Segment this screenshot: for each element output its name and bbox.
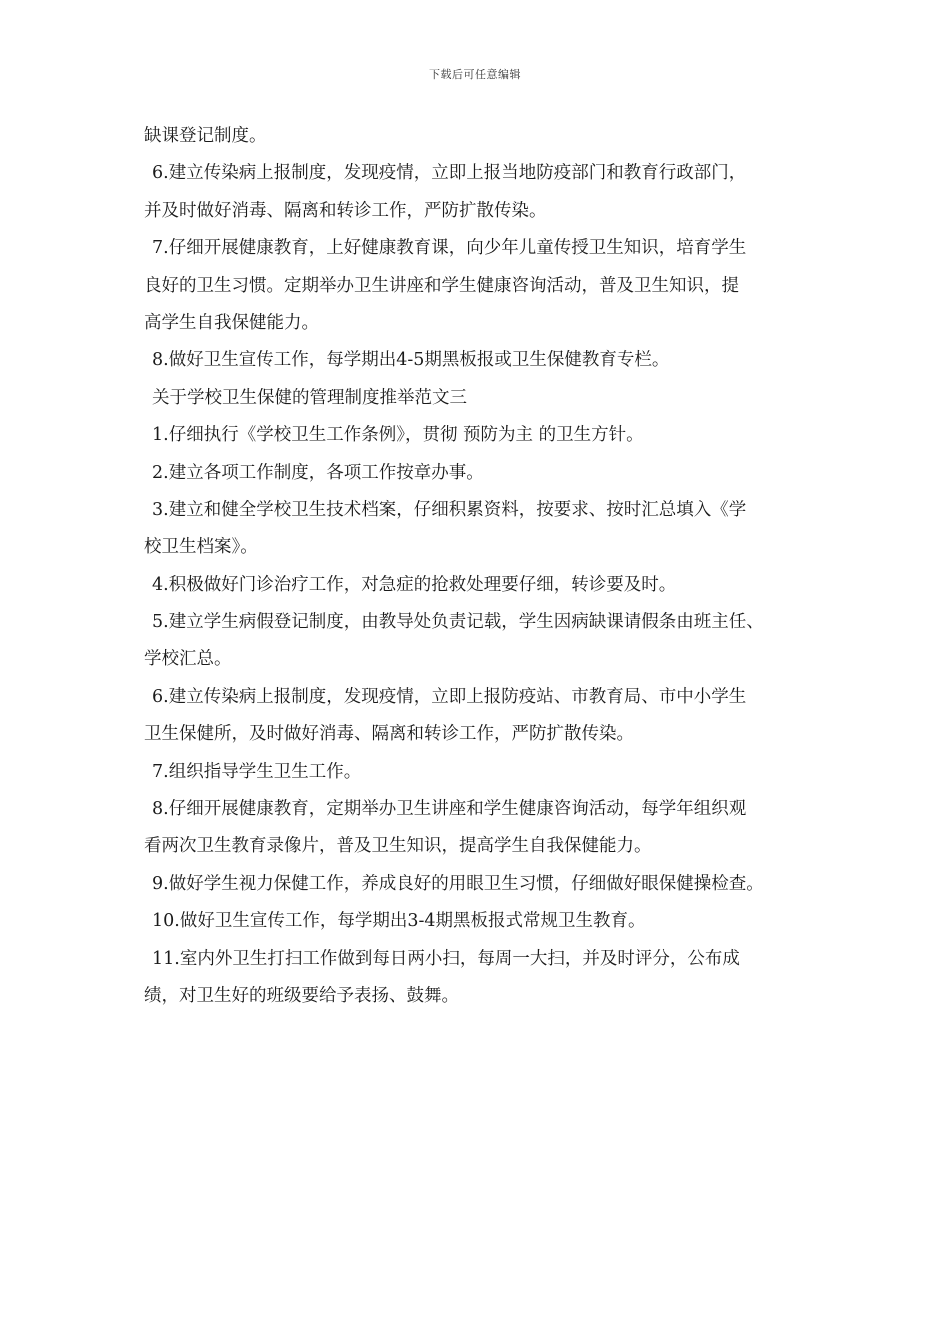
text-line: 3.建立和健全学校卫生技术档案，仔细积累资料，按要求、按时汇总填入《学 (152, 499, 747, 520)
text-line: 卫生保健所，及时做好消毒、隔离和转诊工作，严防扩散传染。 (144, 724, 634, 745)
document-body (144, 118, 820, 1015)
text-line: 10.做好卫生宣传工作，每学期出3-4期黑板报式常规卫生教育。 (152, 911, 646, 932)
page-header: 下载后可任意编辑 (429, 68, 521, 81)
text-line: 6.建立传染病上报制度，发现疫情，立即上报防疫站、市教育局、市中小学生 (152, 686, 747, 707)
text-line: 2.建立各项工作制度，各项工作按章办事。 (152, 462, 484, 483)
text-line: 1.仔细执行《学校卫生工作条例》，贯彻 预防为主 的卫生方针。 (152, 425, 644, 446)
text-line: 高学生自我保健能力。 (144, 312, 319, 333)
text-line: 7.组织指导学生卫生工作。 (152, 761, 362, 782)
text-line: 7.仔细开展健康教育，上好健康教育课，向少年儿童传授卫生知识，培育学生 (152, 238, 747, 259)
text-line: 校卫生档案》。 (144, 537, 258, 558)
text-line: 绩，对卫生好的班级要给予表扬、鼓舞。 (144, 985, 459, 1006)
text-line: 11.室内外卫生打扫工作做到每日两小扫，每周一大扫，并及时评分，公布成 (152, 948, 740, 969)
text-line: 8.仔细开展健康教育，定期举办卫生讲座和学生健康咨询活动，每学年组织观 (152, 799, 747, 820)
text-line: 5.建立学生病假登记制度，由教导处负责记载，学生因病缺课请假条由班主任、 (152, 612, 764, 633)
text-line: 9.做好学生视力保健工作，养成良好的用眼卫生习惯，仔细做好眼保健操检查。 (152, 873, 764, 894)
text-line: 4.积极做好门诊治疗工作，对急症的抢救处理要仔细，转诊要及时。 (152, 574, 677, 595)
text-line: 并及时做好消毒、隔离和转诊工作，严防扩散传染。 (144, 200, 547, 221)
text-line: 学校汇总。 (144, 649, 232, 670)
text-line: 6.建立传染病上报制度，发现疫情，立即上报当地防疫部门和教育行政部门， (152, 163, 747, 184)
text-line: 良好的卫生习惯。定期举办卫生讲座和学生健康咨询活动，普及卫生知识，提 (144, 275, 739, 296)
text-line: 8.做好卫生宣传工作，每学期出4-5期黑板报或卫生保健教育专栏。 (152, 350, 670, 371)
section-heading: 关于学校卫生保健的管理制度推举范文三 (152, 387, 467, 408)
text-line: 看两次卫生教育录像片，普及卫生知识，提高学生自我保健能力。 (144, 836, 652, 857)
text-line: 缺课登记制度。 (144, 126, 267, 146)
